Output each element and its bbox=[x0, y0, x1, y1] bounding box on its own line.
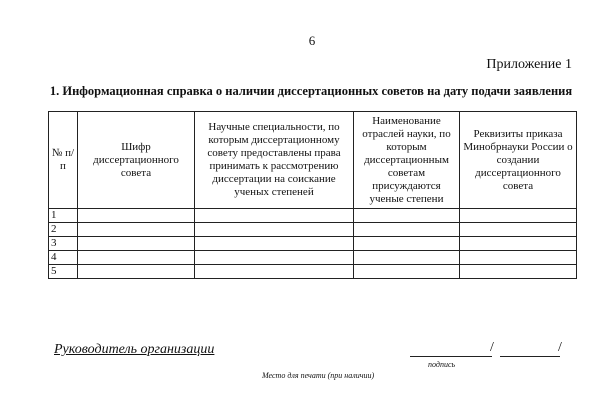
header-science-branches: Наименование отраслей науки, по которым диссертационным советам присуждаются ученые степени bbox=[354, 112, 460, 209]
table-header-row bbox=[49, 112, 577, 209]
stamp-place-note: Место для печати (при наличии) bbox=[262, 371, 375, 380]
council-code-cell bbox=[78, 209, 195, 223]
header-scientific-specialties: Научные специальности, по которым диссертационному совету предоставлены права принимать к рассмотрению диссертации на соискание ученых степеней bbox=[195, 112, 354, 209]
header-number: № п/п bbox=[49, 112, 78, 209]
header-order-details: Реквизиты приказа Минобрнауки России о создании диссертационного совета bbox=[460, 112, 577, 209]
order-details-cell bbox=[460, 251, 577, 265]
document-title: 1. Информационная справка о наличии диссертационных советов на дату подачи заявления bbox=[49, 84, 573, 98]
order-details-cell bbox=[460, 265, 577, 279]
header-council-code: Шифр диссертационного совета bbox=[78, 112, 195, 209]
signature-separator: / bbox=[490, 340, 494, 355]
dissertation-councils-table bbox=[48, 111, 577, 279]
name-line bbox=[500, 356, 560, 357]
council-code-cell bbox=[78, 265, 195, 279]
table-row bbox=[49, 265, 577, 279]
science-branches-cell bbox=[354, 237, 460, 251]
row-number-cell: 5 bbox=[49, 265, 78, 279]
council-code-cell bbox=[78, 223, 195, 237]
row-number-cell: 3 bbox=[49, 237, 78, 251]
science-branches-cell bbox=[354, 265, 460, 279]
table-row bbox=[49, 209, 577, 223]
science-branches-cell bbox=[354, 251, 460, 265]
name-separator: / bbox=[558, 340, 562, 355]
specialties-cell bbox=[195, 265, 354, 279]
row-number-cell: 1 bbox=[49, 209, 78, 223]
signatory-title: Руководитель организации bbox=[54, 342, 215, 357]
signature-caption: подпись bbox=[428, 360, 456, 369]
order-details-cell bbox=[460, 223, 577, 237]
council-code-cell bbox=[78, 251, 195, 265]
signature-line bbox=[410, 356, 492, 357]
table-row bbox=[49, 251, 577, 265]
order-details-cell bbox=[460, 237, 577, 251]
table-row bbox=[49, 223, 577, 237]
council-code-cell bbox=[78, 237, 195, 251]
specialties-cell bbox=[195, 237, 354, 251]
table-row bbox=[49, 237, 577, 251]
row-number-cell: 4 bbox=[49, 251, 78, 265]
order-details-cell bbox=[460, 209, 577, 223]
specialties-cell bbox=[195, 209, 354, 223]
appendix-label: Приложение 1 bbox=[486, 57, 572, 72]
row-number-cell: 2 bbox=[49, 223, 78, 237]
page-number: 6 bbox=[308, 33, 316, 48]
science-branches-cell bbox=[354, 209, 460, 223]
specialties-cell bbox=[195, 251, 354, 265]
science-branches-cell bbox=[354, 223, 460, 237]
specialties-cell bbox=[195, 223, 354, 237]
